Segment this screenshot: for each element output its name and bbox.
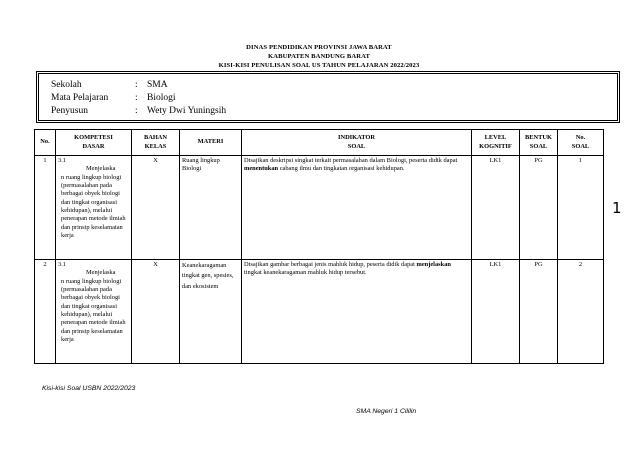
cell-nosoal: 2 <box>558 260 604 364</box>
col-header-text: BAHAN <box>143 134 168 142</box>
cell-level: LK1 <box>472 156 520 260</box>
info-value: SMA <box>147 80 168 90</box>
info-label: Penyusun <box>51 106 88 116</box>
col-header-text: INDIKATOR <box>337 134 376 142</box>
cell-no: 1 <box>35 156 56 260</box>
table-header-row <box>35 130 604 156</box>
indikator-keyword: menentukan <box>244 165 279 173</box>
kd-text-rest: n ruang lingkup biologi (permasalahan pada berbagai obyek biologi dan tingkat organisasi kehidupan), melalui penerapan metode ilmiah dan prinsip keselamatan kerja <box>61 173 126 239</box>
col-header-text: SOAL <box>529 142 548 150</box>
header-line-1: DINAS PENDIDIKAN PROVINSI JAWA BARAT <box>246 44 392 51</box>
cell-indikator <box>242 260 472 364</box>
indikator-text: Disajikan deskripsi singkat terkait permasalahan dalam Biologi, peserta didik dapat <box>244 157 458 164</box>
col-header-text: SOAL <box>571 142 590 150</box>
cell-no: 2 <box>35 260 56 364</box>
col-header-text: KELAS <box>144 142 167 150</box>
cell-level: LK1 <box>472 260 520 364</box>
kd-text-rest: n ruang lingkup biologi (permasalahan pada berbagai obyek biologi dan tingkat organisasi kehidupan), melalui penerapan metode ilmiah dan prinsip keselamatan kerja <box>61 277 126 343</box>
header-line-3: KISI-KISI PENULISAN SOAL US TAHUN PELAJARAN 2022/2023 <box>218 62 420 69</box>
cell-materi: Keanekaragaman tingkat gen, spesies, dan ekosistem <box>180 260 242 364</box>
indikator-text: Disajikan gambar berbagai jenis mahluk hidup, peserta didik dapat <box>244 261 417 268</box>
info-colon: : <box>135 80 138 90</box>
cell-nosoal: 1 <box>558 156 604 260</box>
info-label: Mata Pelajaran <box>51 93 109 103</box>
indikator-keyword: menjelaskan <box>416 261 451 268</box>
cell-bentuk: PG <box>520 260 558 364</box>
kd-text-first: Menjelaska <box>86 269 116 277</box>
col-header-materi: MATERI <box>180 130 242 156</box>
kd-number: 3.1 <box>58 157 66 164</box>
info-colon: : <box>135 106 138 116</box>
info-colon: : <box>135 93 138 103</box>
info-label: Sekolah <box>51 80 82 90</box>
cell-materi: Ruang lingkup Biologi <box>180 156 242 260</box>
col-header-text: KOGNITIF <box>479 142 512 150</box>
col-header-text: DASAR <box>82 142 105 150</box>
cell-bahan: X <box>132 260 180 364</box>
col-header-text: KOMPETESI <box>74 134 113 142</box>
col-header-text: LEVEL <box>484 134 507 142</box>
cell-kompetensi <box>56 156 132 260</box>
info-value: Wety Dwi Yuningsih <box>147 106 227 116</box>
table-row <box>35 260 604 364</box>
table-row <box>35 156 604 260</box>
col-header-level <box>472 130 520 156</box>
col-header-nosoal <box>558 130 604 156</box>
indikator-text: tingkat keanekaragaman mahluk hidup tersebut. <box>244 269 367 277</box>
cell-bentuk: PG <box>520 156 558 260</box>
page-number: 1 <box>612 199 622 217</box>
col-header-kompetensi <box>56 130 132 156</box>
cell-indikator <box>242 156 472 260</box>
indikator-text: cabang ilmu dan tingkatan organisasi kehidupan. <box>278 165 405 173</box>
cell-kompetensi <box>56 260 132 364</box>
col-header-bahan <box>132 130 180 156</box>
kd-number: 3.1 <box>58 261 66 268</box>
footer-document-title: Kisi-kisi Soal USBN 2022/2023 <box>42 385 136 392</box>
kisi-kisi-table <box>34 129 604 364</box>
identity-box <box>36 71 620 123</box>
header-line-2: KABUPATEN BANDUNG BARAT <box>268 53 370 60</box>
col-header-no: No. <box>35 130 56 156</box>
col-header-indikator <box>242 130 472 156</box>
footer-school-name: SMA Negeri 1 Cililin <box>356 408 417 415</box>
col-header-text: No. <box>575 134 586 142</box>
col-header-text: SOAL <box>347 142 366 150</box>
col-header-bentuk <box>520 130 558 156</box>
kd-text-first: Menjelaska <box>86 165 116 173</box>
cell-bahan: X <box>132 156 180 260</box>
info-value: Biologi <box>147 93 176 103</box>
col-header-text: BENTUK <box>525 134 552 142</box>
